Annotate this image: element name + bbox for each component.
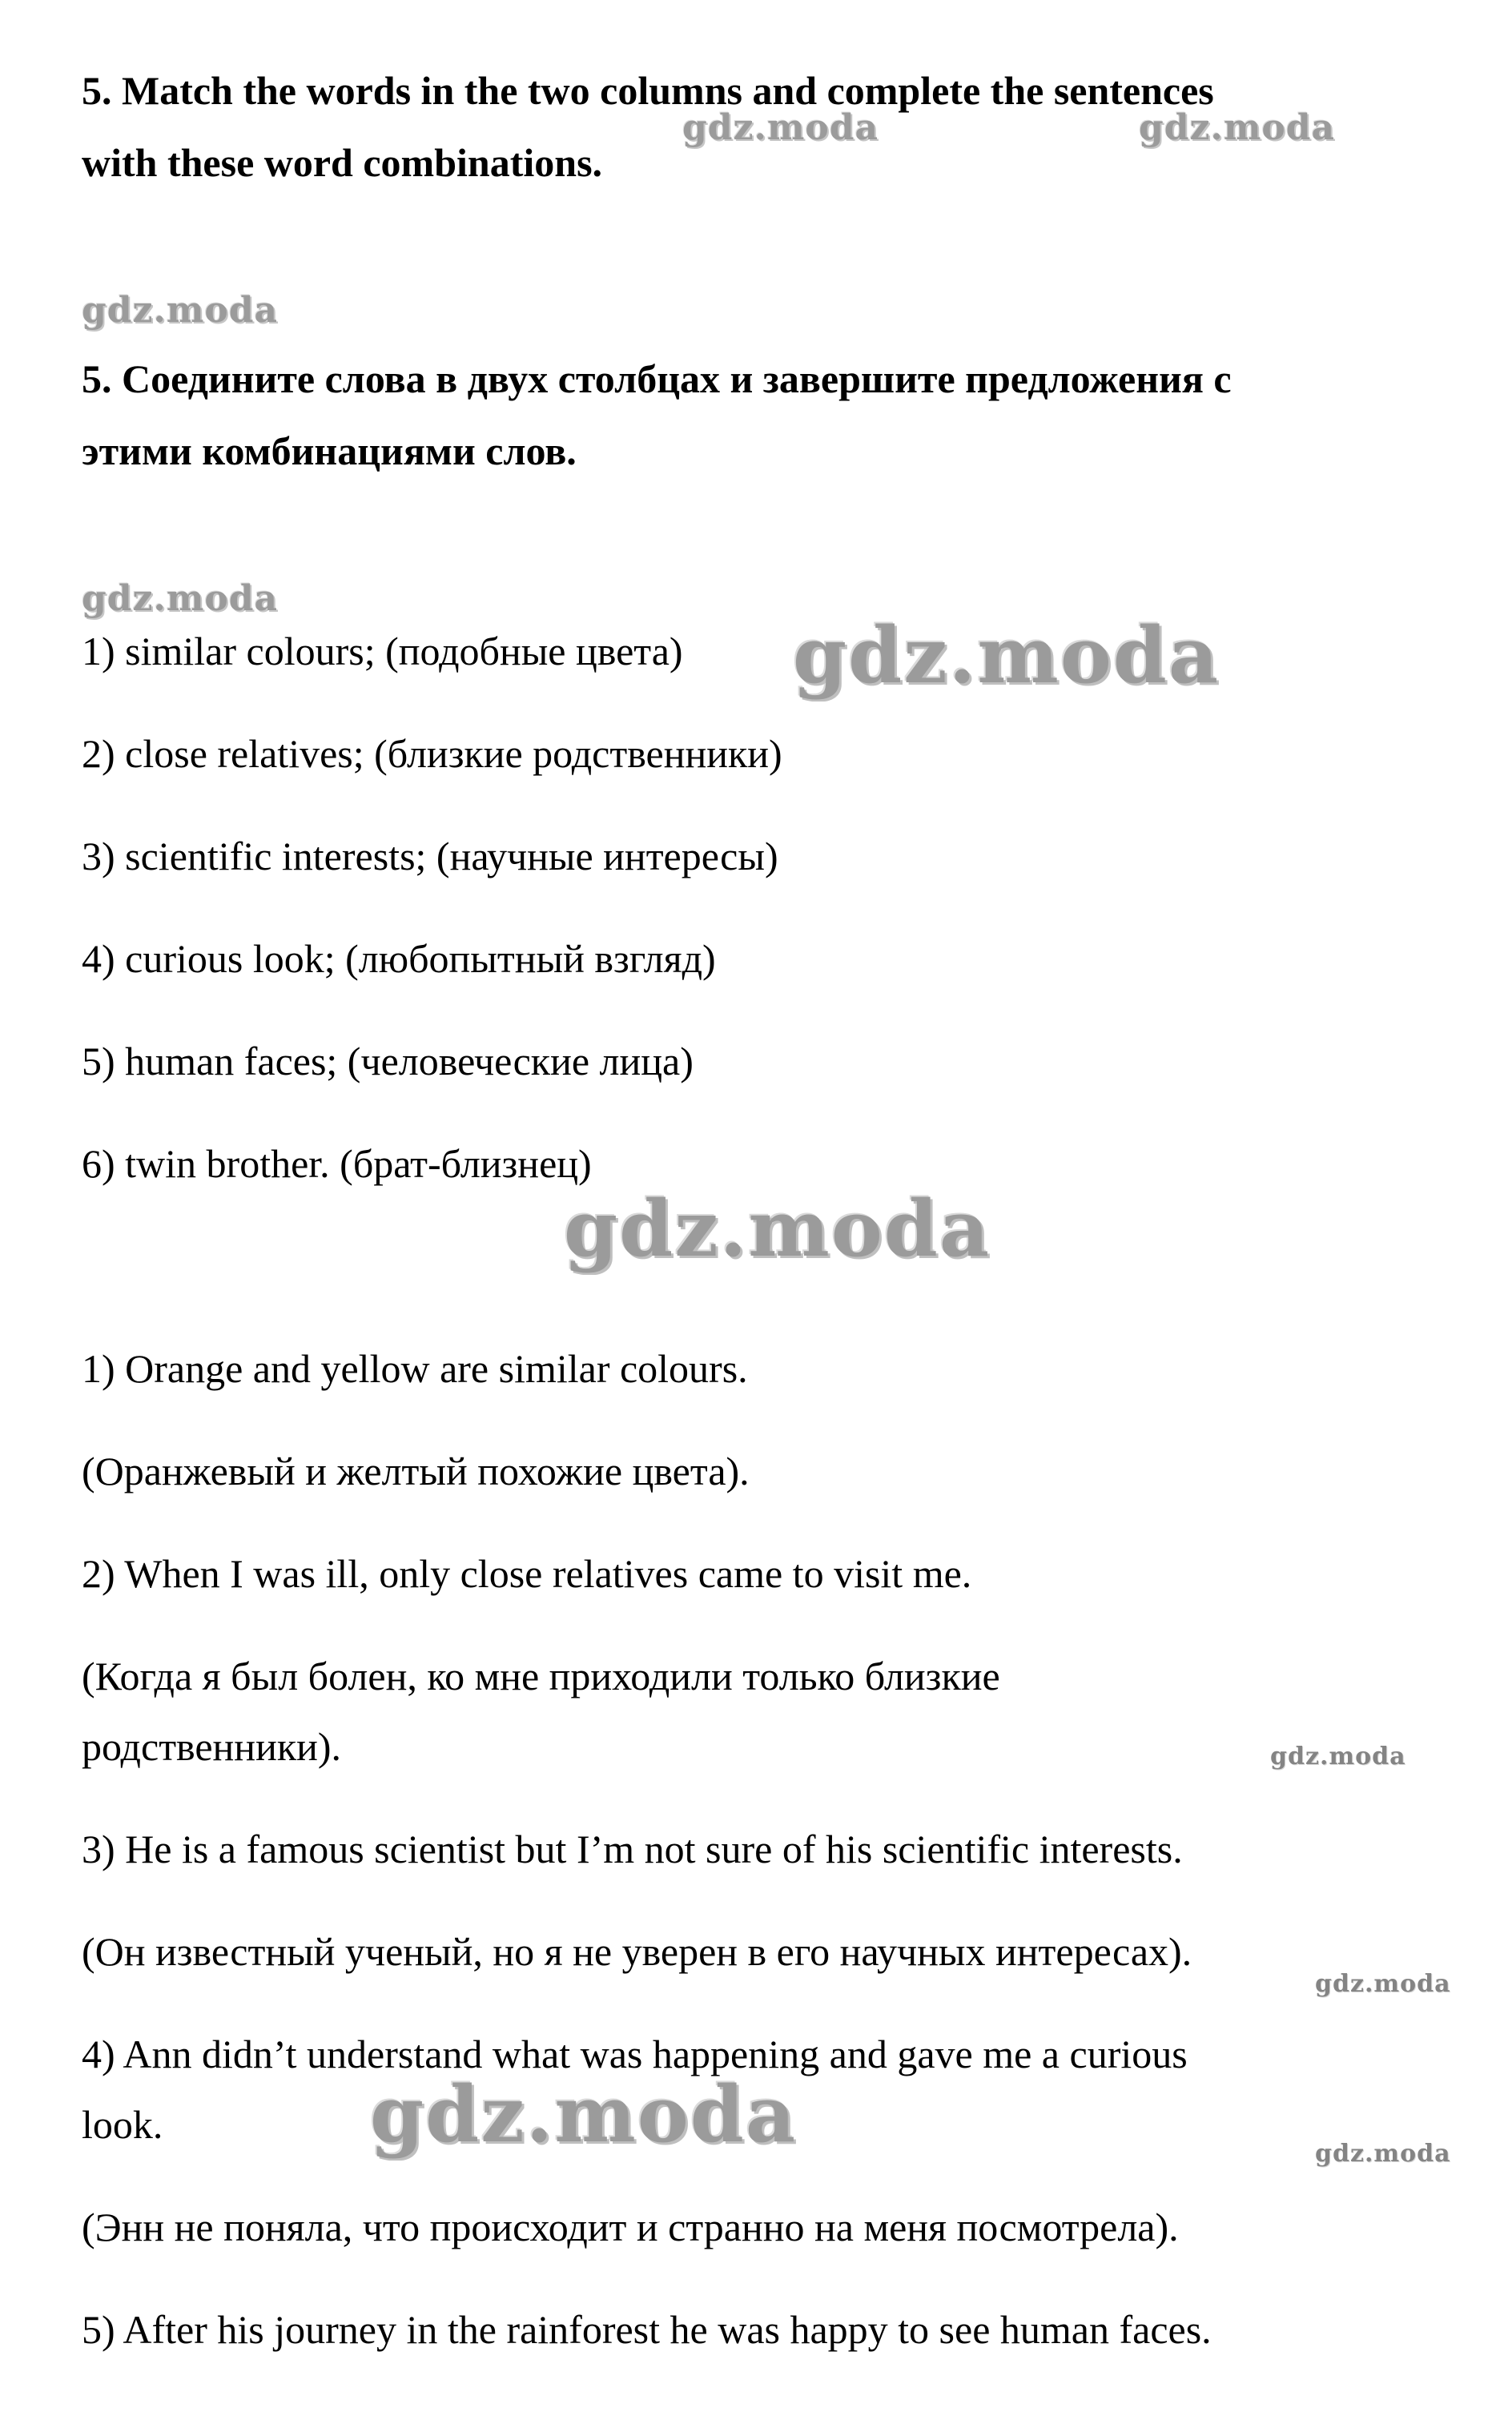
watermark-logo: gdz.moda bbox=[793, 610, 1220, 701]
task-heading-ru-line2: этими комбинациями слов. bbox=[82, 428, 577, 473]
answer-2-ru-line2: родственники). bbox=[82, 1724, 342, 1769]
answer-1-ru: (Оранжевый и желтый похожие цвета). bbox=[82, 1449, 750, 1493]
watermark-logo: gdz.moda bbox=[82, 290, 279, 331]
answer-4-en-line2: look. bbox=[82, 2102, 163, 2147]
combination-item-6: 6) twin brother. (брат-близнец) bbox=[82, 1141, 592, 1186]
watermark-logo: gdz.moda bbox=[564, 1184, 991, 1274]
answer-4-ru: (Энн не поняла, что происходит и странно на меня посмотрела). bbox=[82, 2205, 1179, 2249]
answer-1-en: 1) Orange and yellow are similar colours. bbox=[82, 1346, 748, 1391]
watermark-logo: gdz.moda bbox=[1139, 107, 1336, 148]
answer-2-en: 2) When I was ill, only close relatives came to visit me. bbox=[82, 1551, 972, 1596]
combination-item-4: 4) curious look; (любопытный взгляд) bbox=[82, 936, 716, 981]
combination-item-5: 5) human faces; (человеческие лица) bbox=[82, 1039, 694, 1083]
combination-item-3: 3) scientific interests; (научные интересы) bbox=[82, 834, 778, 878]
answer-3-ru: (Он известный ученый, но я не уверен в его научных интересах). bbox=[82, 1929, 1192, 1974]
answer-4-en-line1: 4) Ann didn’t understand what was happening and gave me a curious bbox=[82, 2032, 1188, 2076]
answer-5-en: 5) After his journey in the rainforest he was happy to see human faces. bbox=[82, 2307, 1212, 2352]
watermark-logo: gdz.moda bbox=[1270, 1743, 1406, 1771]
task-heading-en-line2: with these word combinations. bbox=[82, 140, 603, 185]
watermark-logo: gdz.moda bbox=[1315, 2140, 1451, 2168]
answer-3-en: 3) He is a famous scientist but I’m not sure of his scientific interests. bbox=[82, 1827, 1183, 1871]
task-heading-en-line1: 5. Match the words in the two columns and complete the sentences bbox=[82, 68, 1214, 113]
watermark-logo: gdz.moda bbox=[370, 2069, 798, 2160]
watermark-logo: gdz.moda bbox=[682, 107, 879, 148]
combination-item-2: 2) close relatives; (близкие родственники) bbox=[82, 731, 782, 776]
answer-2-ru-line1: (Когда я был болен, ко мне приходили только близкие bbox=[82, 1654, 1000, 1698]
watermark-logo: gdz.moda bbox=[82, 578, 279, 619]
combination-item-1: 1) similar colours; (подобные цвета) bbox=[82, 629, 683, 673]
watermark-logo: gdz.moda bbox=[1315, 1970, 1451, 1998]
task-heading-ru-line1: 5. Соедините слова в двух столбцах и завершите предложения с bbox=[82, 356, 1232, 401]
